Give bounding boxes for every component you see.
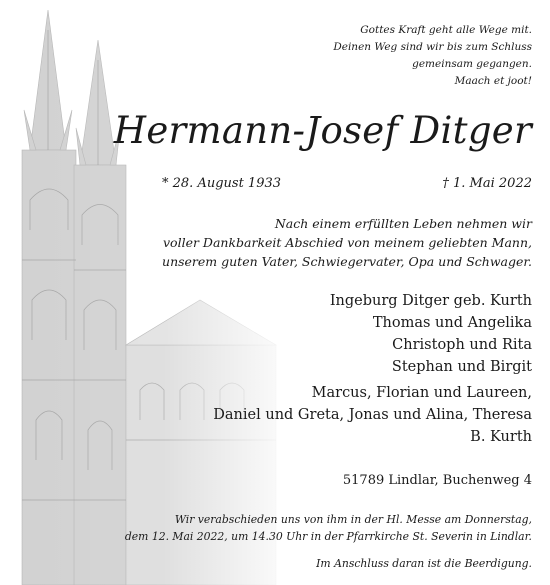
grandchildren-line: B. Kurth [470,429,532,445]
grandchildren-names [213,382,532,448]
death-date: † 1. Mai 2022 [442,176,532,191]
family-line: Ingeburg Ditger geb. Kurth [329,293,532,309]
deceased-name: Hermann-Josef Ditger [113,109,532,152]
motto-quote [333,22,532,90]
family-address: 51789 Lindlar, Buchenweg 4 [342,473,532,488]
family-names [330,290,532,378]
motto-line: Maach et joot! [454,75,532,87]
statement-line: Nach einem erfüllten Leben nehmen wir [274,216,532,231]
motto-line: Gottes Kraft geht alle Wege mit. [360,24,532,36]
family-line: Stephan und Birgit [391,359,532,375]
statement-line: unserem guten Vater, Schwiegervater, Opa und Schwager. [162,254,532,269]
statement-line: voller Dankbarkeit Abschied von meinem geliebten Mann, [163,235,532,250]
service-line: Wir verabschieden uns von ihm in der Hl. Messe am Donnerstag, [174,513,532,526]
farewell-statement [162,214,532,271]
service-line: dem 12. Mai 2022, um 14.30 Uhr in der Pfarrkirche St. Severin in Lindlar. [124,530,532,543]
family-line: Christoph und Rita [392,337,532,353]
funeral-service-info [125,511,532,545]
grandchildren-line: Marcus, Florian und Laureen, [311,385,532,401]
motto-line: gemeinsam gegangen. [412,58,532,70]
burial-note: Im Anschluss daran ist die Beerdigung. [316,557,532,570]
family-line: Thomas und Angelika [372,315,532,331]
motto-line: Deinen Weg sind wir bis zum Schluss [333,41,532,53]
birth-date: * 28. August 1933 [162,176,282,191]
grandchildren-line: Daniel und Greta, Jonas und Alina, Theresa [213,407,532,423]
